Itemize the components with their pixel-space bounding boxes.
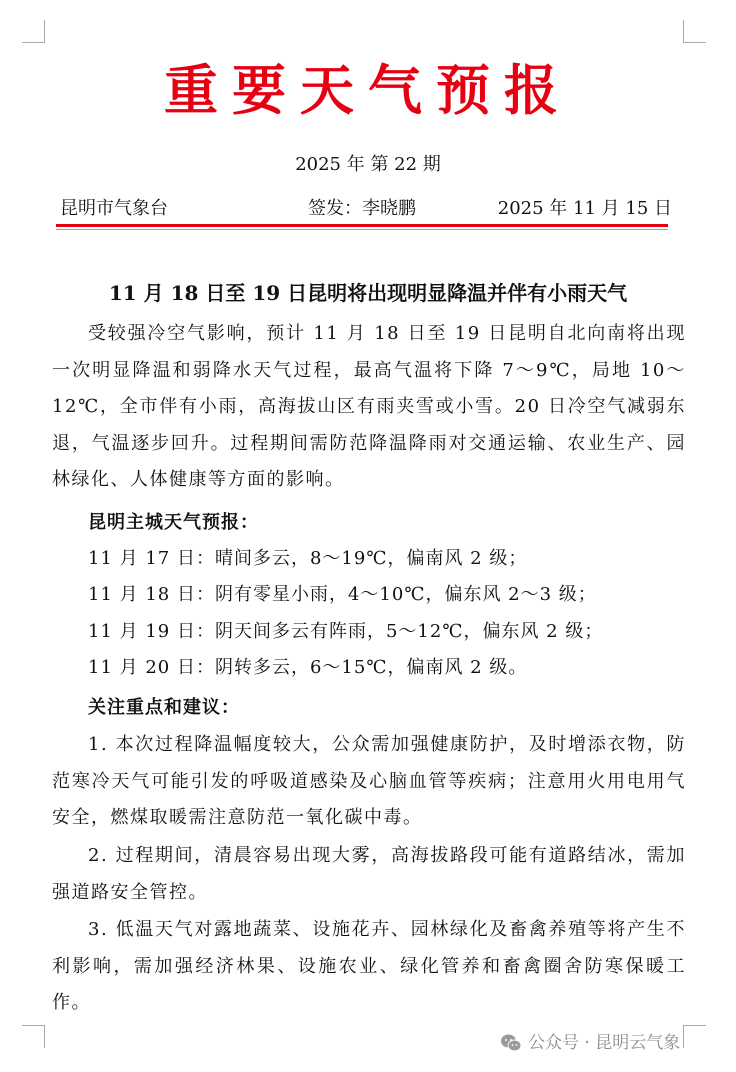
wechat-icon (500, 1033, 522, 1053)
forecast-day: 11 月 19 日：阴天间多云有阵雨，5～12℃，偏东风 2 级； (88, 621, 604, 642)
page-corner-mark (22, 20, 45, 43)
red-divider (56, 224, 668, 227)
forecast-heading: 昆明主城天气预报： (88, 512, 259, 533)
advice-item: 3. 低温天气对露地蔬菜、设施花卉、园林绿化及畜禽养殖等将产生不利影响，需加强经济林果、设施农业、绿化管养和畜禽圈舍防寒保暖工作。 (52, 919, 686, 1013)
issue-number: 2025 年 第 22 期 (295, 154, 441, 175)
page-corner-mark (22, 1025, 45, 1048)
forecast-day: 11 月 18 日：阴有零星小雨，4～10℃，偏东风 2～3 级； (88, 584, 597, 605)
advice-item: 1. 本次过程降温幅度较大，公众需加强健康防护，及时增添衣物，防范寒冷天气可能引发的呼吸道感染及心脑血管等疾病；注意用火用电用气安全，燃煤取暖需注意防范一氧化碳中毒。 (52, 734, 686, 828)
forecast-day: 11 月 17 日：晴间多云，8～19℃，偏南风 2 级； (88, 548, 528, 569)
headline: 11 月 18 日至 19 日昆明将出现明显降温并伴有小雨天气 (108, 281, 628, 305)
forecast-day: 11 月 20 日：阴转多云，6～15℃，偏南风 2 级。 (88, 657, 528, 678)
advice-item: 2. 过程期间，清晨容易出现大雾，高海拔路段可能有道路结冰，需加强道路安全管控。 (52, 845, 686, 903)
signer: 签发：李晓鹏 (308, 198, 416, 219)
intro-paragraph: 受较强冷空气影响，预计 11 月 18 日至 19 日昆明自北向南将出现一次明显降温和弱降水天气过程，最高气温将下降 7～9℃，局地 10～12℃，全市伴有小雨，高海拔山区有雨夹雪或小雪。20 日冷空气减弱东退，气温逐步回升。过程期间需防范降温降雨对交通运输、农业生产、园林绿化、人体健康等方面的影响。 (52, 323, 686, 490)
page-corner-mark (683, 20, 706, 43)
footer-brand-text: 公众号 · 昆明云气象 (528, 1033, 681, 1053)
organization: 昆明市气象台 (60, 198, 168, 219)
masthead-title: 重要天气预报 (164, 58, 572, 122)
advice-heading: 关注重点和建议： (88, 697, 240, 718)
red-divider-thin (56, 229, 668, 230)
issue-date: 2025 年 11 月 15 日 (497, 198, 672, 219)
footer-brand (500, 1030, 680, 1056)
page-corner-mark (683, 1025, 706, 1048)
